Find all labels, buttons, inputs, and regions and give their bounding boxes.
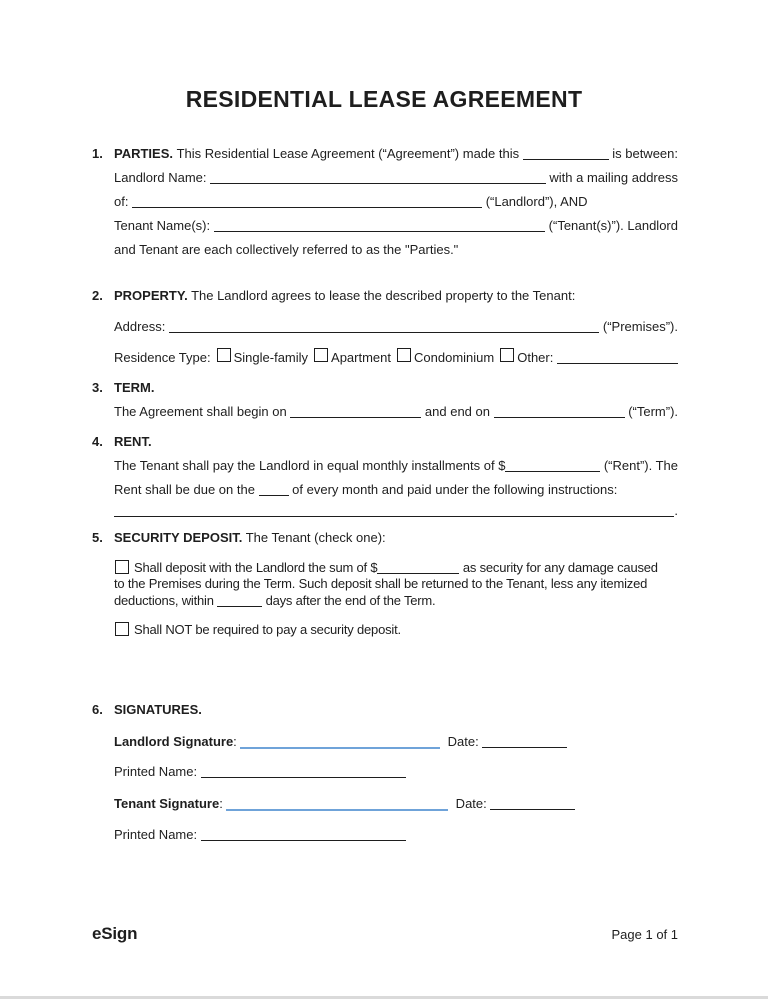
text: as security for any damage caused <box>459 560 658 575</box>
text: Shall NOT be required to pay a security deposit. <box>134 622 401 637</box>
tenant-date-blank <box>490 797 575 810</box>
text: (“Rent”). The <box>600 458 678 473</box>
residence-type-line <box>114 346 678 370</box>
deposit-amount-blank <box>377 561 459 574</box>
agreement-date-blank <box>523 147 609 160</box>
text: and Tenant are each collectively referred to as the "Parties." <box>114 242 459 257</box>
signatures-heading-line <box>114 698 678 722</box>
tenant-printed-name-blank <box>201 828 406 841</box>
text: with a mailing address <box>545 170 678 185</box>
landlord-date-blank <box>482 735 567 748</box>
section-signatures <box>92 698 678 847</box>
parties-collective-line <box>114 238 678 262</box>
text: Address: <box>114 319 169 334</box>
label-bold: RENT. <box>114 434 152 449</box>
landlord-signature-line <box>114 730 678 754</box>
text: of: <box>114 194 133 209</box>
text: The Tenant shall pay the Landlord in equal monthly installments of $ <box>114 458 506 473</box>
tenant-name-blank <box>214 219 545 232</box>
premises-address-blank <box>169 320 599 333</box>
checkbox-apartment[interactable] <box>314 348 328 362</box>
page-number-label: Page 1 of 1 <box>611 927 678 942</box>
text: Rent shall be due on the <box>114 482 259 497</box>
section-number: 4. <box>92 434 103 449</box>
no-deposit-option-line <box>114 622 678 638</box>
property-heading-line <box>114 284 678 308</box>
parties-intro-line <box>114 142 678 166</box>
label-bold: SECURITY DEPOSIT. <box>114 530 243 545</box>
rent-due-line <box>114 478 678 502</box>
label-bold: TERM. <box>114 380 155 395</box>
term-dates-line <box>114 400 678 424</box>
residence-other-blank <box>557 351 678 364</box>
tenant-name-line <box>114 214 678 238</box>
section-parties <box>92 142 678 262</box>
esign-logo: eSign <box>92 924 138 943</box>
section-term <box>92 376 678 424</box>
text: Tenant Name(s): <box>114 218 214 233</box>
landlord-signature-field[interactable] <box>240 735 440 749</box>
checkbox-other[interactable] <box>500 348 514 362</box>
text: The Tenant (check one): <box>242 530 386 545</box>
label-bold: Tenant Signature <box>114 796 220 811</box>
text: of every month and paid under the following instructions: <box>288 482 618 497</box>
document-body <box>0 142 768 847</box>
tenant-signature-field[interactable] <box>226 797 448 811</box>
text: Single-family <box>233 350 309 365</box>
term-end-date-blank <box>494 405 625 418</box>
text: (“Landlord”), AND <box>482 194 588 209</box>
text: (“Term”). <box>624 404 679 419</box>
text: Date: <box>448 796 491 811</box>
text: (“Premises”). <box>599 319 678 334</box>
deposit-option-line-2 <box>114 576 678 592</box>
checkbox-condominium[interactable] <box>397 348 411 362</box>
text: Date: <box>440 734 483 749</box>
deposit-days-blank <box>217 594 262 607</box>
rent-amount-line <box>114 454 678 478</box>
rent-due-day-blank <box>259 483 289 496</box>
section-number: 2. <box>92 288 103 303</box>
term-heading-line <box>114 376 678 400</box>
landlord-name-line <box>114 166 678 190</box>
text: The Landlord agrees to lease the described property to the Tenant: <box>187 288 576 303</box>
text: Printed Name: <box>114 764 201 779</box>
document-title: RESIDENTIAL LEASE AGREEMENT <box>185 86 583 112</box>
text: . <box>674 503 678 518</box>
section-number: 1. <box>92 146 103 161</box>
landlord-printed-name-line <box>114 760 678 784</box>
mailing-address-line <box>114 190 678 214</box>
deposit-option-line-3 <box>114 592 678 609</box>
label-bold: PROPERTY. <box>114 288 188 303</box>
text: Condominium <box>414 350 495 365</box>
label-bold: Landlord Signature <box>114 734 234 749</box>
section-security <box>92 526 678 638</box>
checkbox-no-deposit[interactable] <box>115 622 129 636</box>
term-start-date-blank <box>290 405 421 418</box>
rent-heading-line <box>114 430 678 454</box>
section-property <box>92 284 678 370</box>
text: days after the end of the Term. <box>262 593 436 608</box>
landlord-name-blank <box>210 171 546 184</box>
text: Residence Type: <box>114 350 211 365</box>
label-bold: PARTIES. <box>114 146 173 161</box>
section-number: 5. <box>92 530 103 545</box>
text: is between: <box>608 146 678 161</box>
checkbox-shall-deposit[interactable] <box>115 560 129 574</box>
text: Shall deposit with the Landlord the sum of $ <box>134 560 378 575</box>
tenant-printed-name-line <box>114 823 678 847</box>
tenant-signature-line <box>114 792 678 816</box>
section-number: 3. <box>92 380 103 395</box>
address-line <box>114 315 678 339</box>
payment-instructions-blank <box>114 508 674 517</box>
text: The Agreement shall begin on <box>114 404 291 419</box>
text: : <box>233 734 241 749</box>
payment-instructions-line <box>114 502 678 520</box>
security-heading-line <box>114 526 678 550</box>
section-number: 6. <box>92 702 103 717</box>
text: to the Premises during the Term. Such deposit shall be returned to the Tenant, less any itemized <box>114 576 648 591</box>
text: Other: <box>517 350 557 365</box>
rent-amount-blank <box>505 459 600 472</box>
landlord-printed-name-blank <box>201 765 406 778</box>
page-footer <box>92 924 678 944</box>
text: Landlord Name: <box>114 170 211 185</box>
checkbox-single-family[interactable] <box>217 348 231 362</box>
section-rent <box>92 430 678 520</box>
text: deductions, within <box>114 593 218 608</box>
text: (“Tenant(s)”). Landlord <box>545 218 678 233</box>
text: This Residential Lease Agreement (“Agreement”) made this <box>173 146 523 161</box>
text: : <box>219 796 227 811</box>
text: Apartment <box>331 350 392 365</box>
text: Printed Name: <box>114 827 201 842</box>
deposit-option-line-1 <box>114 559 678 576</box>
label-bold: SIGNATURES. <box>114 702 202 717</box>
landlord-address-blank <box>132 195 482 208</box>
text: and end on <box>421 404 494 419</box>
